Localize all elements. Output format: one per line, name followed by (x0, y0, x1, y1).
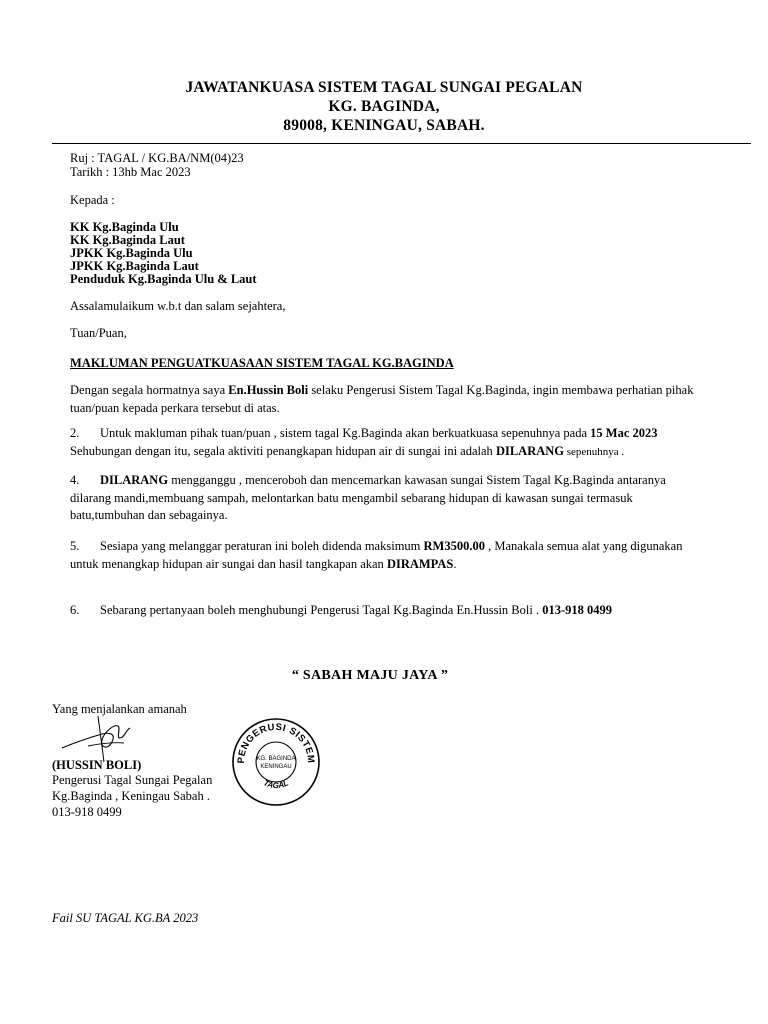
recipient: JPKK Kg.Baginda Ulu (70, 246, 193, 260)
paragraph-intro: Dengan segala hormatnya saya En.Hussin Boli selaku Pengerusi Sistem Tagal Kg.Baginda, ingin membawa perhatian pihak tuan/puan kepada perkara tersebut di atas. (70, 383, 694, 415)
reference-number: Ruj : TAGAL / KG.BA/NM(04)23 (70, 151, 244, 165)
signatory-name: (HUSSIN BOLI) (52, 758, 142, 772)
recipient: KK Kg.Baginda Ulu (70, 220, 179, 234)
salutation: Tuan/Puan, (70, 326, 127, 340)
org-name: JAWATANKUASA SISTEM TAGAL SUNGAI PEGALAN (185, 79, 583, 96)
signatory-title: Pengerusi Tagal Sungai Pegalan (52, 773, 213, 787)
chairman-name: En.Hussin Boli (228, 383, 309, 397)
stamp-bottom-text: TAGAL (262, 778, 290, 791)
stamp-inner-text: KG. BAGINDA (256, 756, 296, 762)
fine-amount: RM3500.00 (423, 539, 485, 553)
paragraph-5: 5. Sesiapa yang melanggar peraturan ini boleh didenda maksimum RM3500.00 , Manakala semua alat yang digunakan untuk menangkap hidupan air sungai dan hasil tangkapan akan DIRAMPAS. (70, 539, 683, 571)
official-stamp-icon (230, 716, 322, 808)
recipient: KK Kg.Baginda Laut (70, 233, 185, 247)
greeting: Assalamulaikum w.b.t dan salam sejahtera, (70, 299, 286, 313)
paragraph-4: 4. DILARANG mengganggu , menceroboh dan mencemarkan kawasan sungai Sistem Tagal Kg.Baginda antaranya dilarang mandi,membuang sampah, melontarkan batu mengambil sebarang hidupan di kawasan sungai termasuk batu,tumbuhan dan sebagainya. (70, 473, 666, 522)
stamp-inner-text: KENINGAU (260, 764, 292, 770)
stamp-top-text: PENGERUSI SISTEM (235, 721, 317, 764)
file-reference: Fail SU TAGAL KG.BA 2023 (52, 911, 199, 925)
motto: “ SABAH MAJU JAYA ” (291, 668, 449, 683)
to-label: Kepada : (70, 193, 115, 207)
paragraph-number: 4. (70, 473, 80, 487)
org-village: KG. BAGINDA, (328, 98, 440, 115)
effective-date: 15 Mac 2023 (590, 426, 658, 440)
signatory-phone: 013-918 0499 (52, 805, 122, 819)
org-address: 89008, KENINGAU, SABAH. (283, 117, 485, 134)
recipient: Penduduk Kg.Baginda Ulu & Laut (70, 272, 257, 286)
recipient: JPKK Kg.Baginda Laut (70, 259, 199, 273)
paragraph-6: 6. Sebarang pertanyaan boleh menghubungi Pengerusi Tagal Kg.Baginda En.Hussin Boli . 013-918 0499 (70, 602, 740, 620)
paragraph-2: 2. Untuk makluman pihak tuan/puan , sistem tagal Kg.Baginda akan berkuatkuasa sepenuhnya pada 15 Mac 2023 Sehubungan dengan itu, segala aktiviti penangkapan hidupan air di sungai ini adalah DILARANG sepenuhnya . (70, 426, 658, 458)
paragraph-number: 6. (70, 603, 80, 617)
letter-date: Tarikh : 13hb Mac 2023 (70, 165, 191, 179)
paragraph-number: 5. (70, 539, 80, 553)
svg-text:TAGAL (262, 778, 290, 790)
subject-line: MAKLUMAN PENGUATKUASAAN SISTEM TAGAL KG.BAGINDA (70, 356, 454, 370)
paragraph-number: 2. (70, 426, 80, 440)
signatory-place: Kg.Baginda , Keningau Sabah . (52, 789, 210, 803)
header-divider (52, 143, 751, 144)
contact-phone: 013-918 0499 (542, 603, 613, 617)
closing-line: Yang menjalankan amanah (52, 702, 187, 716)
